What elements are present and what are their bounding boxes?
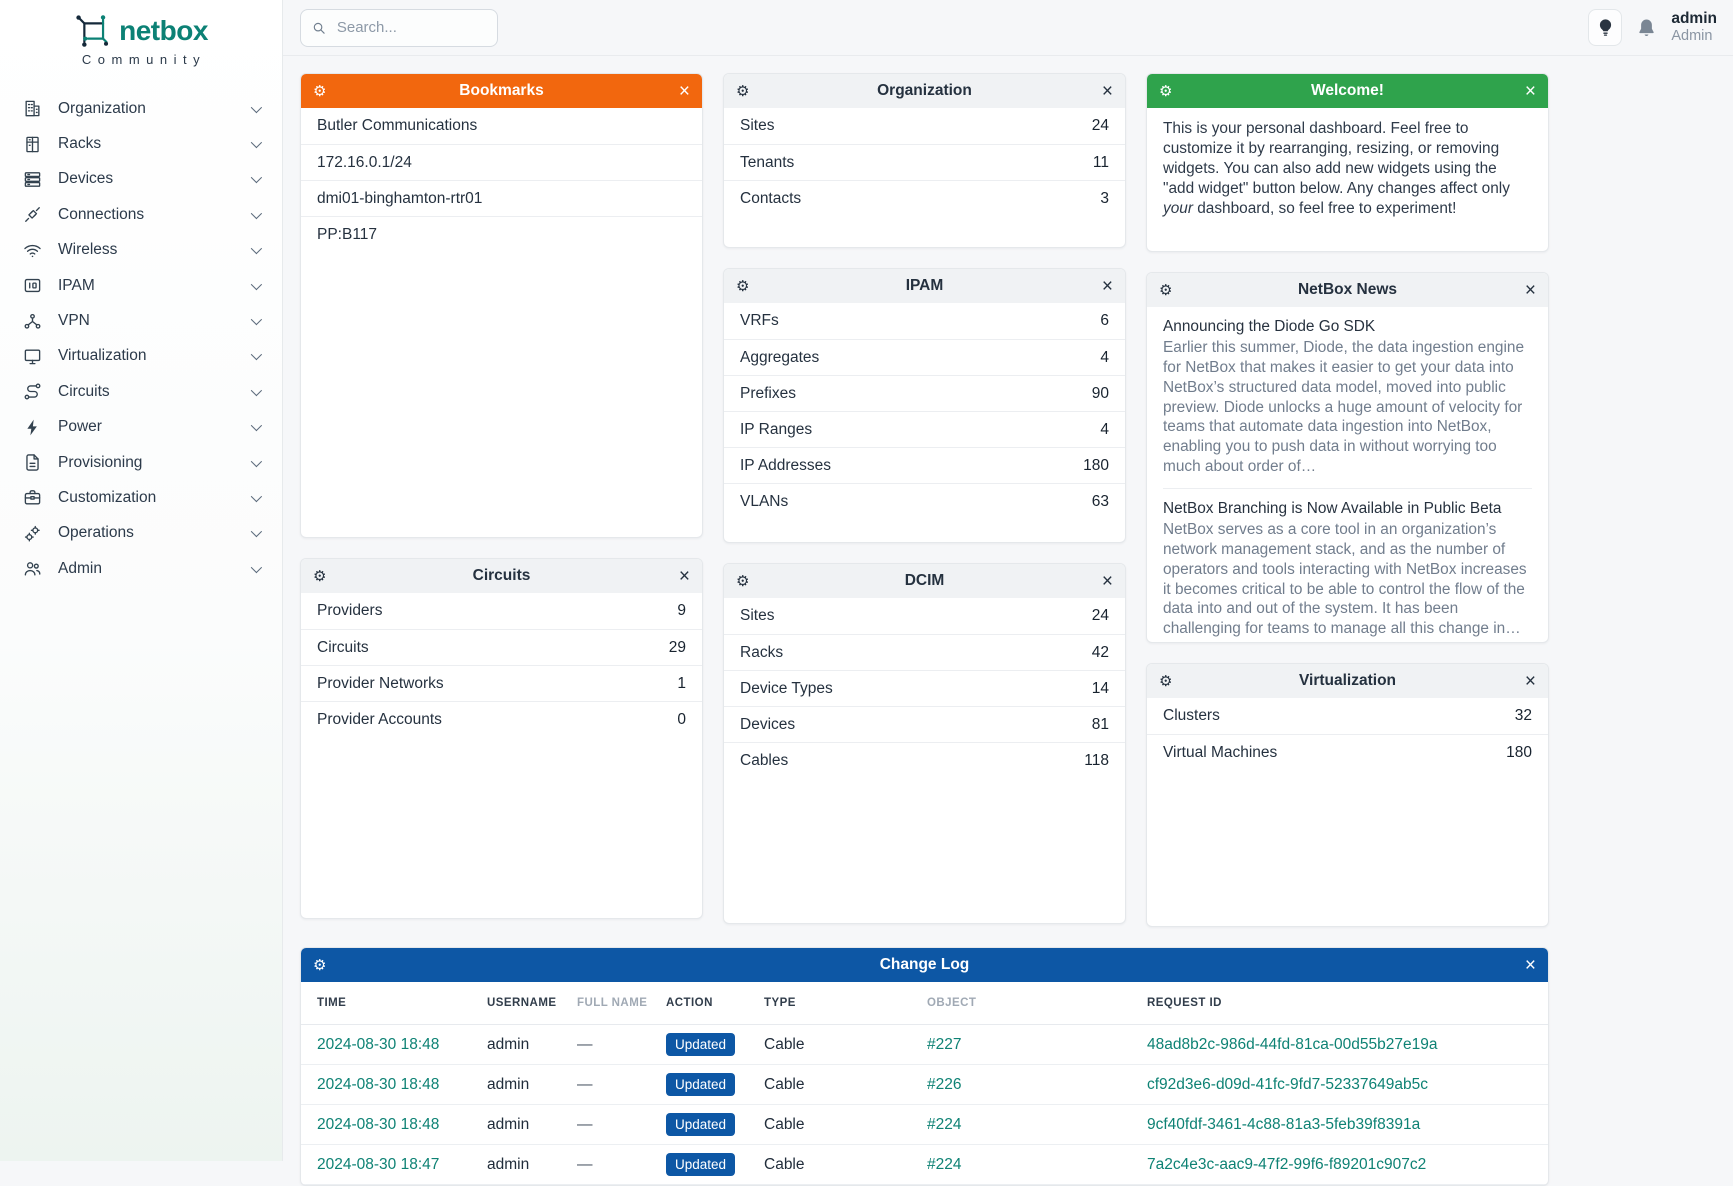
username-cell: admin [487, 1155, 530, 1173]
circuits-widget [300, 558, 703, 919]
network-nodes-icon [23, 311, 43, 331]
username-cell: admin [487, 1075, 530, 1093]
widget-title: IPAM [905, 277, 944, 294]
change-log-row [301, 1025, 1548, 1065]
sidebar-item-circuits[interactable] [14, 374, 268, 409]
widget-close-icon[interactable]: × [1524, 670, 1536, 692]
sidebar-item-operations[interactable] [14, 516, 268, 551]
brand-name: netbox [119, 15, 208, 46]
widget-title: Change Log [879, 956, 970, 973]
action-badge: Updated [666, 1113, 735, 1136]
stat-row: Device Types 14 [724, 670, 1125, 706]
username-cell: admin [487, 1035, 530, 1053]
theme-toggle-button[interactable] [1588, 9, 1622, 46]
chevron-down-icon [251, 314, 262, 325]
stat-row: Devices 81 [724, 706, 1125, 742]
brand-tagline: Community [81, 52, 207, 67]
user-role: Admin [1671, 28, 1713, 45]
chevron-down-icon [251, 456, 262, 467]
widget-close-icon[interactable]: × [1101, 275, 1113, 297]
change-log-widget [300, 947, 1549, 1186]
toolbox-icon [23, 488, 43, 508]
wifi-icon [23, 240, 43, 260]
users-icon [23, 559, 43, 579]
column-header-full-name: FULL NAME [577, 997, 648, 1009]
change-log-header-row [301, 982, 1548, 1025]
gears-icon [23, 523, 43, 543]
sidebar-item-label: Wireless [58, 241, 118, 259]
object-link[interactable]: #227 [927, 1035, 962, 1053]
username: admin [1671, 10, 1717, 28]
sidebar-item-label: Racks [58, 135, 102, 153]
news-headline[interactable]: Announcing the Diode Go SDK [1163, 318, 1376, 335]
widget-config-icon[interactable]: ⚙ [736, 82, 750, 100]
chevron-down-icon [251, 562, 262, 573]
widget-title: Welcome! [1311, 82, 1384, 99]
sidebar-item-provisioning[interactable] [14, 445, 268, 480]
topbar-right [1588, 9, 1717, 46]
change-log-row [301, 1065, 1548, 1105]
sidebar-item-admin[interactable] [14, 551, 268, 586]
dashboard [283, 56, 1733, 1186]
news-text: NetBox serves as a core tool in an organization’s network management stack, and as the number of operators and tools interacting with NetBox increases it becomes critical to be able to control the flow of the data into and out of the system. It has been challenging for teams to manage all this change in… [1163, 521, 1527, 638]
dashboard-column-2 [723, 73, 1126, 927]
bell-icon [1637, 18, 1656, 38]
news-headline[interactable]: NetBox Branching is Now Available in Public Beta [1163, 500, 1502, 518]
chevron-down-icon [251, 491, 262, 502]
chevron-down-icon [251, 526, 262, 537]
sidebar-item-label: Operations [58, 524, 134, 542]
sidebar-nav [0, 83, 282, 594]
widget-title: DCIM [904, 572, 945, 589]
type-cell: Cable [764, 1035, 805, 1053]
widget-config-icon[interactable]: ⚙ [313, 956, 327, 974]
chevron-down-icon [251, 102, 262, 113]
request-id-link[interactable]: 48ad8b2c-986d-44fd-81ca-00d55b27e19a [1147, 1035, 1438, 1053]
widget-close-icon[interactable]: × [1101, 570, 1113, 592]
stat-row: Tenants 11 [724, 144, 1125, 180]
widget-title: Bookmarks [459, 82, 544, 99]
column-header-object: OBJECT [927, 997, 977, 1009]
sidebar-item-ipam[interactable] [14, 268, 268, 303]
widget-config-icon[interactable]: ⚙ [1159, 82, 1173, 100]
chevron-down-icon [251, 208, 262, 219]
stat-row: Providers 9 [317, 602, 686, 619]
main-area [283, 0, 1733, 1173]
column-header-request-id[interactable]: REQUEST ID [1147, 997, 1222, 1009]
time-link[interactable]: 2024-08-30 18:48 [317, 1075, 440, 1093]
column-header-time[interactable]: TIME [317, 997, 347, 1009]
widget-title: Circuits [472, 567, 531, 584]
stat-row: Provider Networks 1 [301, 665, 702, 701]
organization-widget [723, 73, 1126, 248]
stat-row: Aggregates 4 [724, 339, 1125, 375]
time-link[interactable]: 2024-08-30 18:48 [317, 1115, 440, 1133]
netbox-logo[interactable] [0, 0, 282, 48]
change-log-row [301, 1145, 1548, 1185]
chevron-down-icon [251, 243, 262, 254]
bolt-icon [23, 417, 43, 437]
sidebar-item-connections[interactable] [14, 197, 268, 232]
chevron-down-icon [251, 349, 262, 360]
search-box[interactable] [300, 9, 498, 47]
object-link[interactable]: #224 [927, 1115, 962, 1133]
stat-row: Prefixes 90 [724, 375, 1125, 411]
widget-close-icon[interactable]: × [1524, 80, 1536, 102]
widget-config-icon[interactable]: ⚙ [736, 277, 750, 295]
sidebar-item-label: VPN [58, 312, 90, 330]
sidebar-item-vpn[interactable] [14, 303, 268, 338]
column-header-type[interactable]: TYPE [764, 997, 796, 1009]
action-badge: Updated [666, 1033, 735, 1056]
sidebar-item-label: Virtualization [58, 347, 147, 365]
sidebar-item-label: Organization [58, 99, 146, 117]
widget-title: Organization [877, 82, 972, 99]
bookmark-item[interactable]: dmi01-binghamton-rtr01 [301, 180, 702, 216]
news-text: Earlier this summer, Diode, the data ingestion engine for NetBox that makes it easier to get your data into NetBox’s structured data model, moved into public preview. Diode unlocks a huge amount of velocity for teams that automate data ingestion into NetBox, enabling you to push data in without worrying too much about order of… [1163, 339, 1525, 476]
stat-row: VLANs 63 [724, 483, 1125, 519]
sidebar-item-devices[interactable] [14, 162, 268, 197]
sidebar [0, 0, 283, 1161]
virtualization-widget [1146, 663, 1549, 927]
widget-close-icon[interactable]: × [1101, 80, 1113, 102]
bookmark-item[interactable]: PP:B117 [301, 216, 702, 252]
sidebar-item-virtualization[interactable] [14, 339, 268, 374]
widget-close-icon[interactable]: × [678, 80, 690, 102]
widget-close-icon[interactable]: × [1524, 954, 1536, 976]
full-name-cell: — [577, 1155, 593, 1173]
bookmark-item[interactable]: Butler Communications [317, 117, 478, 134]
news-item [1163, 307, 1532, 488]
stat-row: IP Ranges 4 [724, 411, 1125, 447]
stat-row: Clusters 32 [1163, 707, 1532, 724]
plug-icon [23, 205, 43, 225]
request-id-link[interactable]: 7a2c4e3c-aac9-47f2-99f6-f89201c907c2 [1147, 1155, 1427, 1173]
dcim-widget [723, 563, 1126, 924]
chevron-down-icon [251, 385, 262, 396]
sidebar-item-label: IPAM [58, 276, 95, 294]
netbox-news-widget [1146, 272, 1549, 643]
dashboard-column-3 [1146, 73, 1549, 927]
widget-config-icon[interactable]: ⚙ [1159, 281, 1173, 299]
action-badge: Updated [666, 1073, 735, 1096]
user-menu[interactable] [1671, 10, 1717, 44]
server-stack-icon [23, 169, 43, 189]
full-name-cell: — [577, 1035, 593, 1053]
stat-row: Virtual Machines 180 [1147, 734, 1548, 770]
chevron-down-icon [251, 279, 262, 290]
sidebar-item-racks[interactable] [14, 126, 268, 161]
widget-title: NetBox News [1297, 281, 1398, 298]
search-input[interactable] [335, 18, 486, 37]
widget-title: Virtualization [1298, 672, 1397, 689]
sidebar-item-label: Power [58, 418, 102, 436]
building-icon [23, 99, 43, 119]
time-link[interactable]: 2024-08-30 18:48 [317, 1035, 440, 1053]
widget-close-icon[interactable]: × [678, 565, 690, 587]
type-cell: Cable [764, 1115, 805, 1133]
netbox-logo-icon [74, 14, 110, 48]
sidebar-item-wireless[interactable] [14, 233, 268, 268]
stat-row: IP Addresses 180 [724, 447, 1125, 483]
binary-box-icon [23, 276, 43, 296]
request-id-link[interactable]: cf92d3e6-d09d-41fc-9fd7-52337649ab5c [1147, 1075, 1428, 1093]
object-link[interactable]: #226 [927, 1075, 962, 1093]
chevron-down-icon [251, 172, 262, 183]
stat-row: Contacts 3 [724, 180, 1125, 216]
sidebar-item-label: Devices [58, 170, 114, 188]
column-header-username[interactable]: USERNAME [487, 997, 557, 1009]
stat-row: Sites 24 [740, 607, 1109, 624]
sidebar-item-label: Customization [58, 488, 157, 506]
full-name-cell: — [577, 1115, 593, 1133]
stat-row: Provider Accounts 0 [301, 701, 702, 737]
bookmarks-widget [300, 73, 703, 538]
widget-config-icon[interactable]: ⚙ [313, 82, 327, 100]
sidebar-item-label: Provisioning [58, 453, 143, 471]
bookmark-item[interactable]: 172.16.0.1/24 [301, 144, 702, 180]
stat-row: Sites 24 [740, 117, 1109, 134]
news-item [1163, 488, 1532, 643]
document-icon [23, 453, 43, 473]
search-icon [312, 20, 326, 36]
request-id-link[interactable]: 9cf40fdf-3461-4c88-81a3-5feb39f8391a [1147, 1115, 1421, 1133]
widget-config-icon[interactable]: ⚙ [1159, 672, 1173, 690]
widget-config-icon[interactable]: ⚙ [313, 567, 327, 585]
username-cell: admin [487, 1115, 530, 1133]
notifications-button[interactable] [1635, 16, 1658, 40]
stat-row: VRFs 6 [740, 312, 1109, 329]
column-header-action[interactable]: ACTION [666, 997, 713, 1009]
change-log-row [301, 1105, 1548, 1145]
lightbulb-icon [1598, 18, 1613, 37]
stat-row: Cables 118 [724, 742, 1125, 778]
action-badge: Updated [666, 1153, 735, 1176]
topbar [283, 0, 1733, 56]
rack-icon [23, 134, 43, 154]
ipam-widget [723, 268, 1126, 543]
welcome-widget [1146, 73, 1549, 252]
chevron-down-icon [251, 137, 262, 148]
welcome-text: This is your personal dashboard. Feel free to customize it by rearranging, resizing, or removing widgets. You can also add new widgets using the "add widget" button below. Any changes affect only your dashboard, so feel free to experiment! [1163, 120, 1510, 218]
sidebar-item-label: Circuits [58, 382, 110, 400]
sidebar-item-label: Admin [58, 559, 102, 577]
widget-close-icon[interactable]: × [1524, 279, 1536, 301]
route-icon [23, 382, 43, 402]
time-link[interactable]: 2024-08-30 18:47 [317, 1155, 440, 1173]
sidebar-item-power[interactable] [14, 410, 268, 445]
sidebar-item-organization[interactable] [14, 91, 268, 126]
sidebar-item-customization[interactable] [14, 480, 268, 515]
chevron-down-icon [251, 420, 262, 431]
stat-row: Racks 42 [724, 634, 1125, 670]
widget-config-icon[interactable]: ⚙ [736, 572, 750, 590]
stat-row: Circuits 29 [301, 629, 702, 665]
object-link[interactable]: #224 [927, 1155, 962, 1173]
type-cell: Cable [764, 1155, 805, 1173]
dashboard-column-1 [300, 73, 703, 927]
full-name-cell: — [577, 1075, 593, 1093]
monitor-icon [23, 346, 43, 366]
type-cell: Cable [764, 1075, 805, 1093]
sidebar-item-label: Connections [58, 205, 145, 223]
